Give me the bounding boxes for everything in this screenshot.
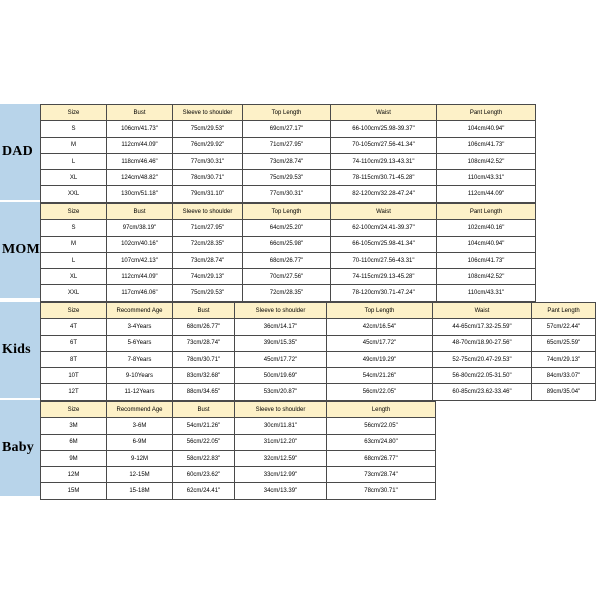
table-row — [41, 285, 536, 301]
table-row — [41, 186, 536, 202]
table-cell: 52-75cm/20.47-29.53" — [433, 351, 532, 367]
table-row — [41, 368, 596, 384]
table-cell: 76cm/29.92" — [173, 137, 243, 153]
baby-size-table — [40, 401, 436, 500]
table-cell: 83cm/32.68" — [173, 368, 235, 384]
table-cell: 106cm/41.73" — [107, 121, 173, 137]
table-cell: 75cm/29.53" — [243, 170, 331, 186]
table-cell: L — [41, 252, 107, 268]
table-cell: 15M — [41, 483, 107, 499]
table-cell: 3-6M — [107, 418, 173, 434]
column-header: Waist — [433, 303, 532, 319]
column-header: Length — [327, 402, 436, 418]
table-cell: 9M — [41, 450, 107, 466]
table-row — [41, 319, 596, 335]
table-cell: 58cm/22.83" — [173, 450, 235, 466]
mom-section-label — [0, 202, 40, 298]
table-cell: 70-110cm/27.56-43.31" — [331, 252, 437, 268]
table-cell: 73cm/28.74" — [327, 467, 436, 483]
table-cell: 60-85cm/23.62-33.46" — [433, 384, 532, 400]
table-cell: 5-6Years — [107, 335, 173, 351]
table-row — [41, 137, 536, 153]
baby-label-text: Baby — [2, 440, 34, 455]
table-cell: 50cm/19.69" — [235, 368, 327, 384]
table-cell: 82-120cm/32.28-47.24" — [331, 186, 437, 202]
column-header: Bust — [173, 303, 235, 319]
column-header: Recommend Age — [107, 303, 173, 319]
kids-label-text: Kids — [2, 342, 31, 357]
table-cell: 73cm/28.74" — [243, 153, 331, 169]
table-cell: 65cm/25.59" — [532, 335, 596, 351]
mom-label-text: MOM — [2, 242, 40, 257]
table-cell: 33cm/12.99" — [235, 467, 327, 483]
table-cell: 63cm/24.80" — [327, 434, 436, 450]
mom-size-table — [40, 203, 536, 302]
column-header: Pant Length — [532, 303, 596, 319]
baby-section-label — [0, 400, 40, 496]
table-cell: M — [41, 137, 107, 153]
table-cell: 64cm/25.20" — [243, 220, 331, 236]
dad-size-table — [40, 104, 536, 203]
table-cell: 70cm/27.56" — [243, 269, 331, 285]
table-cell: XL — [41, 170, 107, 186]
table-cell: 54cm/21.26" — [327, 368, 433, 384]
table-cell: 70-105cm/27.56-41.34" — [331, 137, 437, 153]
table-cell: 56cm/22.05" — [173, 434, 235, 450]
table-cell: 78-115cm/30.71-45.28" — [331, 170, 437, 186]
table-cell: 107cm/42.13" — [107, 252, 173, 268]
table-row — [41, 384, 596, 400]
table-row — [41, 236, 536, 252]
table-cell: 74-110cm/29.13-43.31" — [331, 153, 437, 169]
column-header: Size — [41, 105, 107, 121]
table-cell: 30cm/11.81" — [235, 418, 327, 434]
column-header: Sleeve to shoulder — [235, 402, 327, 418]
table-row — [41, 220, 536, 236]
table-row — [41, 153, 536, 169]
column-header: Size — [41, 402, 107, 418]
table-row — [41, 351, 596, 367]
table-cell: 112cm/44.09" — [107, 269, 173, 285]
table-cell: 56cm/22.05" — [327, 418, 436, 434]
table-cell: 110cm/43.31" — [437, 285, 536, 301]
table-cell: 6-9M — [107, 434, 173, 450]
table-cell: 8T — [41, 351, 107, 367]
dad-header-row — [41, 105, 536, 121]
table-row — [41, 467, 436, 483]
table-cell: 102cm/40.16" — [107, 236, 173, 252]
column-header: Top Length — [243, 105, 331, 121]
table-cell: 78cm/30.71" — [173, 170, 243, 186]
column-header: Pant Length — [437, 105, 536, 121]
table-cell: 124cm/48.82" — [107, 170, 173, 186]
table-cell: XL — [41, 269, 107, 285]
table-cell: 73cm/28.74" — [173, 252, 243, 268]
dad-label-text: DAD — [2, 144, 33, 159]
kids-size-table — [40, 302, 596, 401]
column-header: Size — [41, 303, 107, 319]
table-cell: 68cm/26.77" — [243, 252, 331, 268]
table-cell: 11-12Years — [107, 384, 173, 400]
table-cell: 112cm/44.09" — [437, 186, 536, 202]
table-cell: 84cm/33.07" — [532, 368, 596, 384]
table-cell: 62-100cm/24.41-39.37" — [331, 220, 437, 236]
table-cell: 73cm/28.74" — [173, 335, 235, 351]
table-cell: 53cm/20.87" — [235, 384, 327, 400]
table-cell: 60cm/23.62" — [173, 467, 235, 483]
table-cell: 118cm/46.46" — [107, 153, 173, 169]
table-cell: 66cm/25.98" — [243, 236, 331, 252]
table-cell: 10T — [41, 368, 107, 384]
table-cell: 74cm/29.13" — [173, 269, 243, 285]
column-header: Size — [41, 204, 107, 220]
table-cell: 54cm/21.26" — [173, 418, 235, 434]
column-header: Sleeve to shoulder — [173, 105, 243, 121]
table-cell: 12M — [41, 467, 107, 483]
column-header: Sleeve to shoulder — [173, 204, 243, 220]
column-header: Bust — [107, 204, 173, 220]
baby-header-row — [41, 402, 436, 418]
table-cell: 68cm/26.77" — [173, 319, 235, 335]
table-row — [41, 121, 536, 137]
column-header: Top Length — [327, 303, 433, 319]
table-row — [41, 450, 436, 466]
table-cell: 110cm/43.31" — [437, 170, 536, 186]
table-row — [41, 170, 536, 186]
table-cell: 3-4Years — [107, 319, 173, 335]
table-cell: 32cm/12.59" — [235, 450, 327, 466]
table-cell: 117cm/46.06" — [107, 285, 173, 301]
table-cell: XXL — [41, 186, 107, 202]
table-cell: 77cm/30.31" — [243, 186, 331, 202]
table-cell: 72cm/28.35" — [243, 285, 331, 301]
table-cell: 106cm/41.73" — [437, 137, 536, 153]
table-cell: 71cm/27.95" — [173, 220, 243, 236]
table-cell: S — [41, 121, 107, 137]
table-cell: XXL — [41, 285, 107, 301]
table-cell: 66-100cm/25.98-39.37" — [331, 121, 437, 137]
table-cell: 68cm/26.77" — [327, 450, 436, 466]
table-cell: 56cm/22.05" — [327, 384, 433, 400]
table-row — [41, 418, 436, 434]
table-cell: L — [41, 153, 107, 169]
table-cell: 7-8Years — [107, 351, 173, 367]
table-cell: 104cm/40.94" — [437, 236, 536, 252]
table-cell: 75cm/29.53" — [173, 121, 243, 137]
table-cell: 75cm/29.53" — [173, 285, 243, 301]
mom-header-row — [41, 204, 536, 220]
table-cell: 49cm/19.29" — [327, 351, 433, 367]
table-cell: 77cm/30.31" — [173, 153, 243, 169]
table-cell: 72cm/28.35" — [173, 236, 243, 252]
table-cell: 74cm/29.13" — [532, 351, 596, 367]
table-cell: 39cm/15.35" — [235, 335, 327, 351]
kids-header-row — [41, 303, 596, 319]
table-cell: 97cm/38.19" — [107, 220, 173, 236]
table-cell: 106cm/41.73" — [437, 252, 536, 268]
table-cell: 42cm/16.54" — [327, 319, 433, 335]
table-cell: 15-18M — [107, 483, 173, 499]
column-header: Waist — [331, 105, 437, 121]
table-cell: 62cm/24.41" — [173, 483, 235, 499]
table-cell: 31cm/12.20" — [235, 434, 327, 450]
table-cell: 78cm/30.71" — [173, 351, 235, 367]
table-row — [41, 269, 536, 285]
table-cell: 4T — [41, 319, 107, 335]
table-cell: 89cm/35.04" — [532, 384, 596, 400]
table-cell: 3M — [41, 418, 107, 434]
table-cell: 79cm/31.10" — [173, 186, 243, 202]
table-cell: 74-115cm/29.13-45.28" — [331, 269, 437, 285]
table-cell: 56-80cm/22.05-31.50" — [433, 368, 532, 384]
table-cell: 78cm/30.71" — [327, 483, 436, 499]
table-cell: 112cm/44.09" — [107, 137, 173, 153]
table-cell: S — [41, 220, 107, 236]
table-cell: 34cm/13.39" — [235, 483, 327, 499]
table-cell: 6M — [41, 434, 107, 450]
table-cell: 88cm/34.65" — [173, 384, 235, 400]
table-cell: 104cm/40.94" — [437, 121, 536, 137]
dad-section-label — [0, 104, 40, 200]
table-cell: 9-12M — [107, 450, 173, 466]
table-cell: 108cm/42.52" — [437, 153, 536, 169]
column-header: Recommend Age — [107, 402, 173, 418]
table-cell: 57cm/22.44" — [532, 319, 596, 335]
column-header: Top Length — [243, 204, 331, 220]
table-cell: 45cm/17.72" — [327, 335, 433, 351]
kids-section-label — [0, 302, 40, 398]
table-cell: 6T — [41, 335, 107, 351]
table-cell: 12-15M — [107, 467, 173, 483]
column-header: Bust — [173, 402, 235, 418]
table-cell: 71cm/27.95" — [243, 137, 331, 153]
table-cell: 12T — [41, 384, 107, 400]
table-cell: 9-10Years — [107, 368, 173, 384]
table-cell: 108cm/42.52" — [437, 269, 536, 285]
table-row — [41, 252, 536, 268]
table-cell: 44-65cm/17.32-25.59" — [433, 319, 532, 335]
table-row — [41, 434, 436, 450]
table-cell: 78-120cm/30.71-47.24" — [331, 285, 437, 301]
table-cell: 36cm/14.17" — [235, 319, 327, 335]
table-row — [41, 335, 596, 351]
table-row — [41, 483, 436, 499]
table-cell: M — [41, 236, 107, 252]
table-cell: 130cm/51.18" — [107, 186, 173, 202]
table-cell: 45cm/17.72" — [235, 351, 327, 367]
table-cell: 102cm/40.16" — [437, 220, 536, 236]
table-cell: 48-70cm/18.90-27.56" — [433, 335, 532, 351]
table-cell: 69cm/27.17" — [243, 121, 331, 137]
table-cell: 66-105cm/25.98-41.34" — [331, 236, 437, 252]
column-header: Waist — [331, 204, 437, 220]
column-header: Bust — [107, 105, 173, 121]
column-header: Sleeve to shoulder — [235, 303, 327, 319]
column-header: Pant Length — [437, 204, 536, 220]
